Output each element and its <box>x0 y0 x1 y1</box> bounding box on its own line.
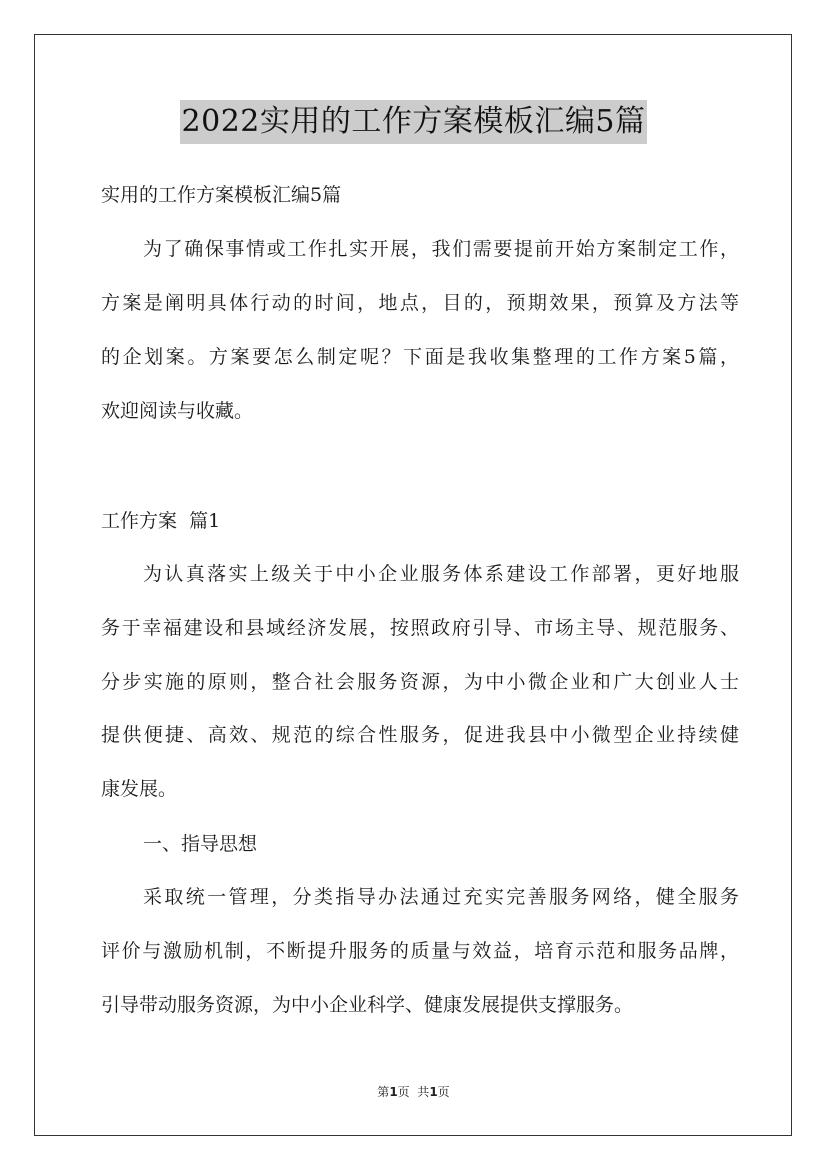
intro-line: 欢迎阅读与收藏。 <box>101 400 254 422</box>
paragraph-line: 分步实施的原则，整合社会服务资源，为中小微企业和广大创业人士 <box>101 671 739 693</box>
section-subheading: 一、指导思想 <box>143 833 258 855</box>
intro-line: 方案是阐明具体行动的时间，地点，目的，预期效果，预算及方法等 <box>101 292 739 314</box>
paragraph-line: 引导带动服务资源，为中小企业科学、健康发展提供支撑服务。 <box>101 994 634 1016</box>
page-total: 1 <box>429 1085 438 1099</box>
paragraph-line: 务于幸福建设和县域经济发展，按照政府引导、市场主导、规范服务、 <box>101 617 739 639</box>
intro-line: 的企划案。方案要怎么制定呢？下面是我收集整理的工作方案5篇， <box>101 346 739 368</box>
document-subtitle: 实用的工作方案模板汇编5篇 <box>101 184 342 206</box>
section-heading: 工作方案 篇1 <box>101 510 221 532</box>
title-container <box>0 100 827 144</box>
page-footer <box>0 1084 827 1100</box>
paragraph-line: 评价与激励机制，不断提升服务的质量与效益，培育示范和服务品牌， <box>101 940 739 962</box>
paragraph-line: 提供便捷、高效、规范的综合性服务，促进我县中小微型企业持续健 <box>101 724 739 746</box>
paragraph-line: 为认真落实上级关于中小企业服务体系建设工作部署，更好地服 <box>143 563 739 585</box>
page-current: 1 <box>389 1085 398 1099</box>
page-suffix: 页 <box>437 1085 450 1099</box>
document-title: 2022实用的工作方案模板汇编5篇 <box>180 100 648 144</box>
page-mid: 页 共 <box>397 1085 430 1099</box>
paragraph-line: 采取统一管理，分类指导办法通过充实完善服务网络，健全服务 <box>143 886 739 908</box>
page-prefix: 第 <box>377 1085 390 1099</box>
paragraph-line: 康发展。 <box>101 778 178 800</box>
intro-line: 为了确保事情或工作扎实开展，我们需要提前开始方案制定工作， <box>143 238 739 260</box>
